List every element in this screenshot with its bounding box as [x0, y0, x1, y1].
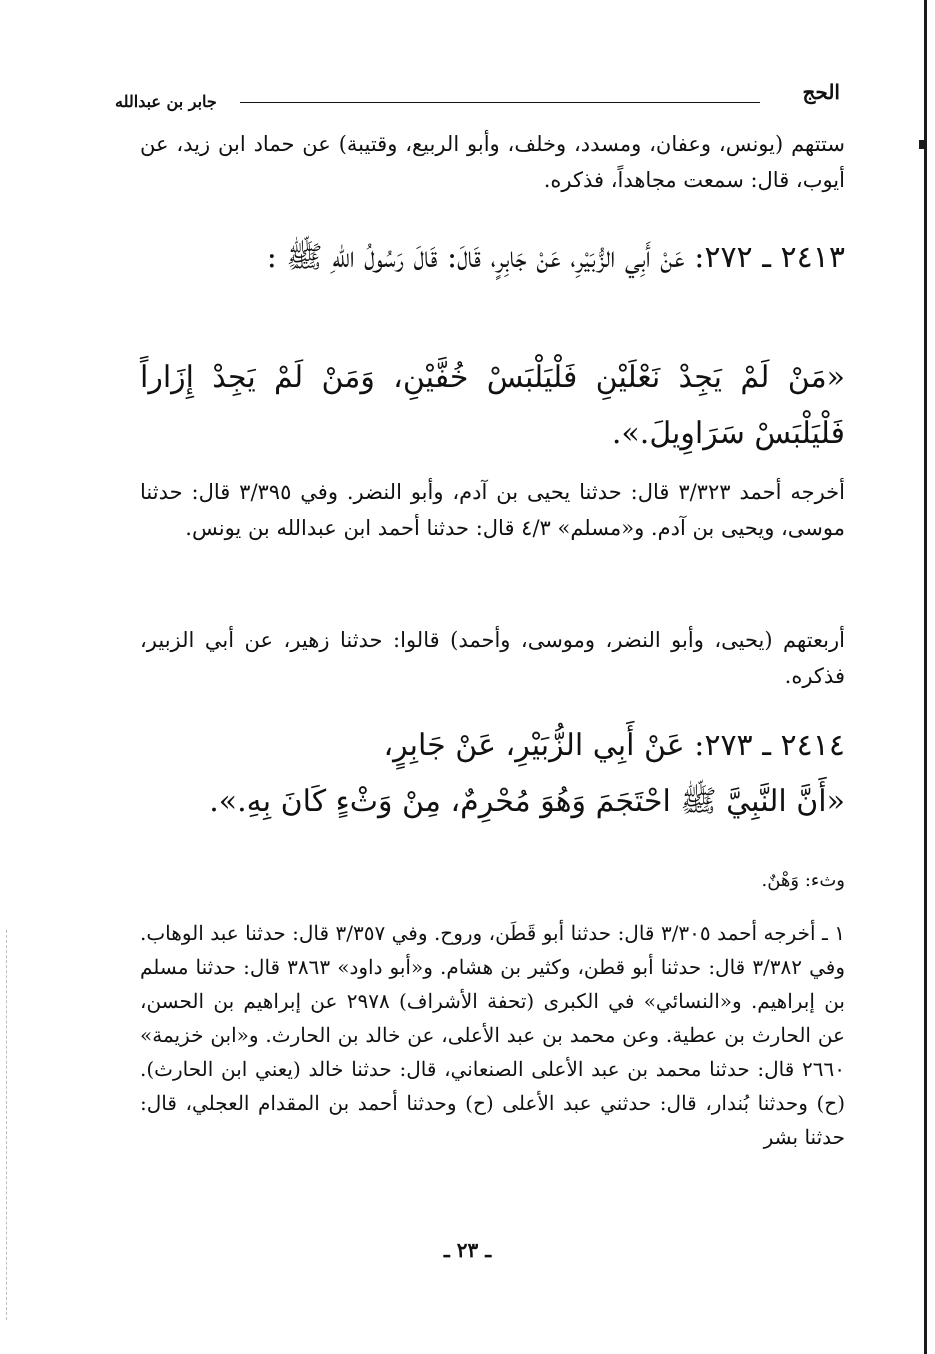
header-rule	[240, 102, 760, 103]
hadith-2413-text: «مَنْ لَمْ يَجِدْ نَعْلَيْنِ فَلْيَلْبَسْ خُفَّيْنِ، وَمَنْ لَمْ يَجِدْ إِزَاراً فَلْيَلْبَسْ سَرَاوِيلَ.».	[140, 360, 845, 451]
hadith-2414-text: «أَنَّ النَّبِيَّ ﷺ احْتَجَمَ وَهُوَ مُحْرِمٌ، مِنْ وَثْءٍ كَانَ بِهِ.».	[209, 784, 845, 819]
hadith-2414-heading: ٢٤١٤ ـ ٢٧٣: عَنْ أَبِي الزُّبَيْرِ، عَنْ جَابِرٍ،	[383, 728, 845, 763]
hadith-2413-heading: ٢٤١٣ ـ ٢٧٢: عَنْ أَبِي الزُّبَيْرِ، عَنْ جَابِرٍ، قَالَ: قَالَ رَسُولُ اللهِ ﷺ :	[266, 240, 845, 275]
binding-mark	[919, 140, 925, 149]
isnad-continuation: ستتهم (يونس، وعفان، ومسدد، وخلف، وأبو الربيع، وقتيبة) عن حماد ابن زيد، عن أيوب، قال: سمعت مجاهداً، فذكره.	[140, 132, 845, 192]
running-header	[115, 80, 840, 120]
takhrij-2413-sources: أخرجه أحمد ٣/٣٢٣ قال: حدثنا يحيى بن آدم، وأبو النضر. وفي ٣/٣٩٥ قال: حدثنا موسى، ويحيى بن آدم. و«مسلم» ٤/٣ قال: حدثنا أحمد ابن عبدالله بن يونس.	[140, 480, 845, 540]
page-binding-edge	[924, 0, 927, 1354]
chapter-title: الحج	[802, 80, 840, 104]
takhrij-2413-summary: أربعتهم (يحيى، وأبو النضر، وموسى، وأحمد) قالوا: حدثنا زهير، عن أبي الزبير، فذكره.	[140, 628, 845, 688]
page-number: ـ ٢٣ ـ	[443, 1238, 492, 1262]
narrator-title: جابر بن عبدالله	[115, 92, 217, 111]
takhrij-2414-sources: ١ ـ أخرجه أحمد ٣/٣٠٥ قال: حدثنا أبو قَطَن، وروح. وفي ٣/٣٥٧ قال: حدثنا عبد الوهاب. وفي ٣/٣٨٢ قال: حدثنا أبو قطن، وكثير بن هشام. و«أبو داود» ٣٨٦٣ قال: حدثنا مسلم بن إبراهيم. و«النسائي» في الكبرى (تحفة الأشراف) ٢٩٧٨ عن إبراهيم بن الحسن، عن الحارث بن عطية. وعن محمد بن عبد الأعلى، عن خالد بن الحارث. و«ابن خزيمة» ٢٦٦٠ قال: حدثنا محمد بن عبد الأعلى الصنعاني، قال: حدثنا خالد (يعني ابن الحارث). (ح) وحدثنا بُندار، قال: حدثني عبد الأعلى (ح) وحدثنا أحمد بن المقدام العجلي، قال: حدثنا بشر	[140, 921, 846, 1149]
word-gloss: وثء: وَهْنٌ.	[761, 870, 845, 891]
